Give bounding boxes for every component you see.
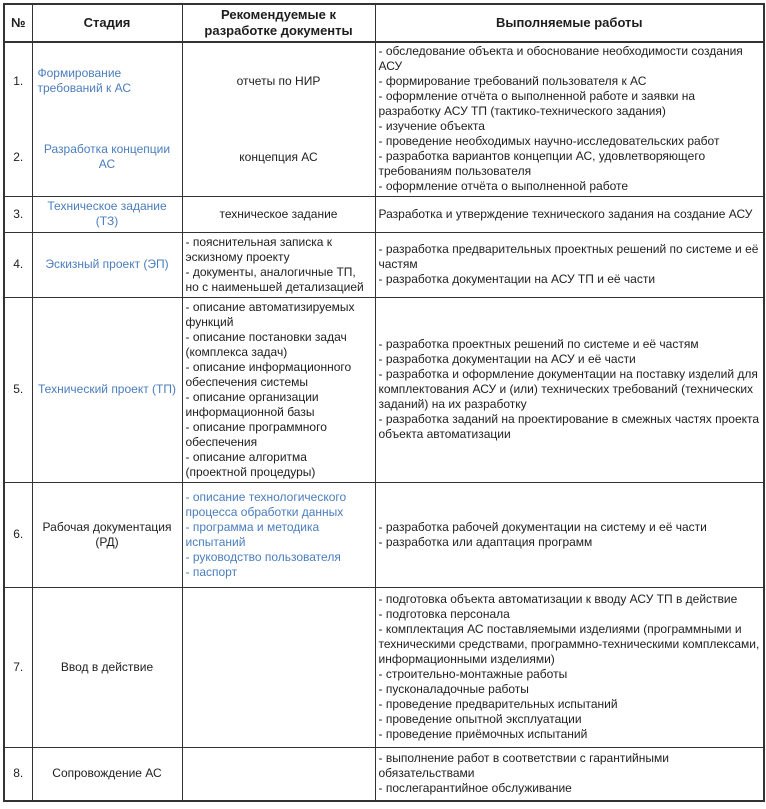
docs-cell-empty [182,747,375,801]
work-item: - формирование требований пользователя к АС [378,74,647,89]
stage-cell [32,232,182,297]
table-row-6 [4,482,764,587]
table-row-5 [4,297,764,482]
table-row-7 [4,587,764,747]
table-row-8 [4,747,764,801]
work-item: - подготовка объекта автоматизации к вводу АСУ ТП в действие [378,592,738,606]
docs-cell [182,482,375,587]
docs-list [186,235,372,295]
docs-cell [182,297,375,482]
row-number: 2. [4,119,32,196]
work-item: - изучение объекта [378,119,485,134]
doc-item: - описание информационного обеспечения системы [185,359,352,389]
docs-cell [182,232,375,297]
table-row-4 [4,232,764,297]
header-row [4,4,764,42]
work-item: - пусконаладочные работы [378,682,529,696]
works-list [379,751,761,796]
work-item: - разработка проектных решений по системе и её частям [378,337,699,351]
doc-item: - пояснительная записка к эскизному проекту [185,234,333,264]
work-item: - разработка документации на АСУ и её части [378,352,636,366]
works-list [379,592,761,742]
work-item: - разработка рабочей документации на систему и её части [378,519,707,534]
row-number: 5. [4,297,32,482]
doc-item: - описание программного обеспечения [185,419,327,449]
works-cell [375,297,764,482]
stages-table [3,3,765,802]
doc-item: - описание алгоритма (проектной процедуры) [185,449,316,479]
row-number: 6. [4,482,32,587]
table-row-3 [4,196,764,232]
stage-link[interactable]: Разработка концепции АС [43,142,171,172]
doc-item: - описание организации информационной базы [185,389,319,419]
work-item: - разработка или адаптация программ [378,534,593,549]
works-list [379,337,761,442]
stage-link[interactable]: Эскизный проект (ЭП) [45,257,169,271]
table-row-1 [4,42,764,119]
stage-cell [32,42,182,119]
stage-cell: Ввод в действие [32,587,182,747]
works-list [379,44,761,194]
works-cell [375,747,764,801]
stage-cell: Сопровождение АС [32,747,182,801]
stage-link[interactable]: Формирование требований к АС [37,66,132,95]
works-cell [375,587,764,747]
row-number: 8. [4,747,32,801]
stage-cell: Рабочая документация (РД) [32,482,182,587]
work-item: - проведение необходимых научно-исследовательских работ [378,134,720,149]
row-number: 3. [4,196,32,232]
doc-item: - описание автоматизируемых функций [185,299,355,329]
work-item: - разработка документации на АСУ ТП и её части [378,272,656,286]
work-item: - разработка вариантов концепции АС, удовлетворяющего требованиям пользователя [378,149,706,179]
works-list [379,520,761,550]
work-item: - подготовка персонала [378,607,510,621]
stage-link[interactable]: Техническое задание (ТЗ) [47,199,167,228]
docs-cell: отчеты по НИР [182,42,375,119]
work-item: - строительно-монтажные работы [378,667,568,681]
docs-cell: техническое задание [182,196,375,232]
row-number: 7. [4,587,32,747]
stage-cell [32,196,182,232]
work-item: - послегарантийное обслуживание [378,781,572,796]
stage-cell [32,297,182,482]
col-header-num: № [4,4,32,42]
docs-links-list [186,490,372,580]
doc-link[interactable]: - руководство пользователя [185,549,341,564]
doc-item: - документы, аналогичные ТП, но с наименьшей детализацией [185,264,364,294]
works-list [379,242,761,287]
work-item: - комплектация АС поставляемыми изделиями (программными и техническими средствами, программно-техническими комплексами, информационными изделиями) [378,622,760,666]
work-item: - проведение приёмочных испытаний [378,727,588,741]
doc-link[interactable]: - описание технологического процесса обработки данных [185,489,347,519]
stage-cell [32,119,182,196]
docs-cell-empty [182,587,375,747]
docs-list [186,300,372,480]
work-item: - оформление отчёта о выполненной работе [378,179,629,194]
row-number: 4. [4,232,32,297]
work-item: - разработка и оформление документации на поставку изделий для комплектования АСУ и (или) технических требований (технических заданий) на их разработку [378,367,758,411]
doc-link[interactable]: - программа и методика испытаний [185,519,320,549]
col-header-stage: Стадия [32,4,182,42]
stage-link[interactable]: Технический проект (ТП) [38,382,176,396]
docs-cell: концепция АС [182,119,375,196]
works-cell [375,482,764,587]
work-item: - проведение опытной эксплуатации [378,712,582,726]
doc-item: - описание постановки задач (комплекса задач) [185,329,347,359]
row-number: 1. [4,42,32,119]
works-cell [375,42,764,196]
work-item: - обследование объекта и обоснование необходимости создания АСУ [378,44,743,74]
works-cell: Разработка и утверждение технического задания на создание АСУ [375,196,764,232]
work-item: - проведение предварительных испытаний [378,697,618,711]
work-item: - оформление отчёта о выполненной работе и заявки на разработку АСУ ТП (тактико-технического задания) [378,89,696,119]
work-item: - разработка заданий на проектирование в смежных частях проекта объекта автоматизации [378,412,760,441]
col-header-works: Выполняемые работы [375,4,764,42]
work-item: - выполнение работ в соответствии с гарантийными обязательствами [378,751,669,781]
doc-link[interactable]: - паспорт [185,564,238,579]
work-item: - разработка предварительных проектных решений по системе и её частям [378,242,759,271]
works-cell [375,232,764,297]
col-header-docs: Рекомендуемые к разработке документы [182,4,375,42]
